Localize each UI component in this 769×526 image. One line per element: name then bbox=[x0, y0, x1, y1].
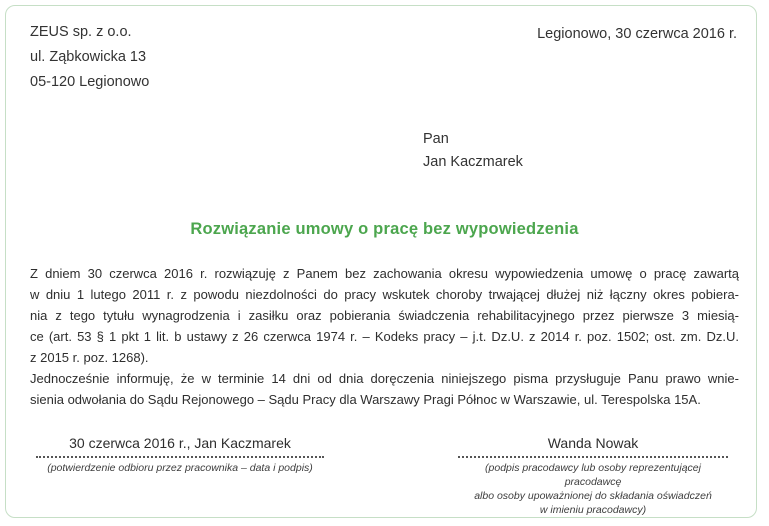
body-line: z 2015 r. poz. 1268). bbox=[30, 350, 149, 365]
body-line: nia z tego tytułu wynagrodzenia i zasiłku oraz pobierania świadczenia rehabilitacyjnego przez pierwsze 3 miesią- bbox=[30, 308, 739, 323]
sender-address-block bbox=[30, 20, 149, 95]
body-line: Z dniem 30 czerwca 2016 r. rozwiązuję z Panem bez zachowania okresu wypowiedzenia umowę o pracę zawartą bbox=[30, 266, 739, 281]
signature-dotted-line bbox=[36, 456, 324, 458]
employee-signature-text: 30 czerwca 2016 r., Jan Kaczmarek bbox=[69, 435, 291, 451]
employer-caption-line: w imieniu pracodawcy) bbox=[539, 504, 647, 516]
addressee-block bbox=[423, 128, 523, 174]
employee-signature-caption: (potwierdzenie odbioru przez pracownika – data i podpis) bbox=[47, 462, 313, 474]
body-line: ce (art. 53 § 1 pkt 1 lit. b ustawy z 26 czerwca 1974 r. – Kodeks pracy – j.t. Dz.U. z 2014 r. poz. 1502; ost. zm. Dz.U. bbox=[30, 329, 739, 344]
employer-caption-line: (podpis pracodawcy lub osoby reprezentującej pracodawcę bbox=[485, 462, 701, 488]
sender-company-name: ZEUS sp. z o.o. bbox=[30, 24, 132, 40]
sender-city: 05-120 Legionowo bbox=[30, 74, 150, 90]
employer-signature-text: Wanda Nowak bbox=[547, 435, 639, 451]
employer-signature-block bbox=[458, 433, 728, 517]
sender-street: ul. Ząbkowicka 13 bbox=[30, 49, 147, 65]
body-line: w dniu 1 lutego 2011 r. z powodu niezdolności do pracy wskutek choroby trwającej dłużej niż łączny okres pobiera- bbox=[30, 287, 739, 302]
employer-caption-line: albo osoby upoważnionej do składania oświadczeń bbox=[474, 490, 712, 502]
document-title: Rozwiązanie umowy o pracę bez wypowiedzenia bbox=[190, 220, 579, 238]
body-line: sienia odwołania do Sądu Rejonowego – Sądu Pracy dla Warszawy Pragi Północ w Warszawie, ul. Terespolska 15A. bbox=[30, 392, 701, 407]
document-body bbox=[30, 263, 739, 410]
body-line: Jednocześnie informuję, że w terminie 14 dni od dnia doręczenia niniejszego pisma przysługuje Panu prawo wnie- bbox=[30, 371, 739, 386]
employee-signature-block bbox=[36, 433, 324, 475]
place-and-date: Legionowo, 30 czerwca 2016 r. bbox=[537, 26, 737, 42]
signature-dotted-line bbox=[458, 456, 728, 458]
addressee-name: Jan Kaczmarek bbox=[423, 154, 523, 170]
employer-signature-caption bbox=[458, 461, 728, 517]
addressee-salutation: Pan bbox=[423, 131, 449, 147]
